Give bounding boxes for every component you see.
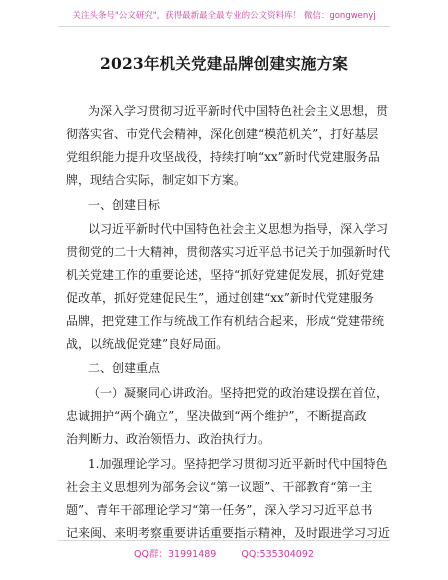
footer-qq-group: QQ群：31991489	[134, 549, 217, 560]
footer-divider	[58, 540, 390, 541]
body-line: 战，以统战促党建”良好局面。	[66, 337, 229, 351]
footer-qq: QQ:535304092	[241, 549, 314, 560]
body-line: （一）凝聚同心讲政治。坚持把党的政治建设摆在首位，	[88, 386, 389, 400]
body-line: 为深入学习贯彻习近平新时代中国特色社会主义思想，贯	[88, 104, 389, 118]
section-heading: 二、创建重点	[88, 361, 161, 375]
body-line: 机关党建工作的重要论述，坚持“抓好党建促发展，抓好党建	[66, 268, 385, 282]
body-line: 社会主义思想列为部务会议“第一议题”、干部教育“第一主	[66, 480, 373, 494]
body-line: 贯彻党的二十大精神，贯彻落实习近平总书记关于加强新时代	[66, 245, 391, 259]
body-line: 忠诚拥护“两个确立”，坚决做到“两个维护”，不断提高政	[66, 409, 367, 423]
body-line: 品牌，把党建工作与统战工作有机结合起来，形成“党建带统	[66, 314, 385, 328]
body-line: 题”、青年干部理论学习“第一任务”，深入学习习近平总书	[66, 503, 373, 517]
body-line: 促改革，抓好党建促民生”，通过创建“xx”新时代党建服务	[66, 291, 374, 305]
body-line: 治判断力、政治领悟力、政治执行力。	[66, 432, 271, 446]
body-line: 1.加强理论学习。坚持把学习贯彻习近平新时代中国特色	[88, 457, 388, 471]
section-heading: 一、创建目标	[88, 198, 161, 212]
header-divider	[58, 26, 390, 27]
body-line: 彻落实省、市党代会精神，深化创建“模范机关”，打好基层	[66, 127, 379, 141]
body-line: 牌，现结合实际，制定如下方案。	[66, 173, 247, 187]
body-line: 记来闽、来明考察重要讲话重要指示精神，及时跟进学习习近	[66, 526, 391, 540]
header-note: 关注头条号"公文研究"，获得最新最全最专业的公文资料库！ 微信：gongwenyj	[72, 11, 376, 21]
body-line: 党组织能力提升攻坚战役，持续打响“xx”新时代党建服务品	[66, 150, 380, 164]
footer-contact	[0, 546, 448, 560]
body-line: 以习近平新时代中国特色社会主义思想为指导，深入学习	[88, 222, 389, 236]
document-title: 2023年机关党建品牌创建实施方案	[99, 54, 349, 73]
